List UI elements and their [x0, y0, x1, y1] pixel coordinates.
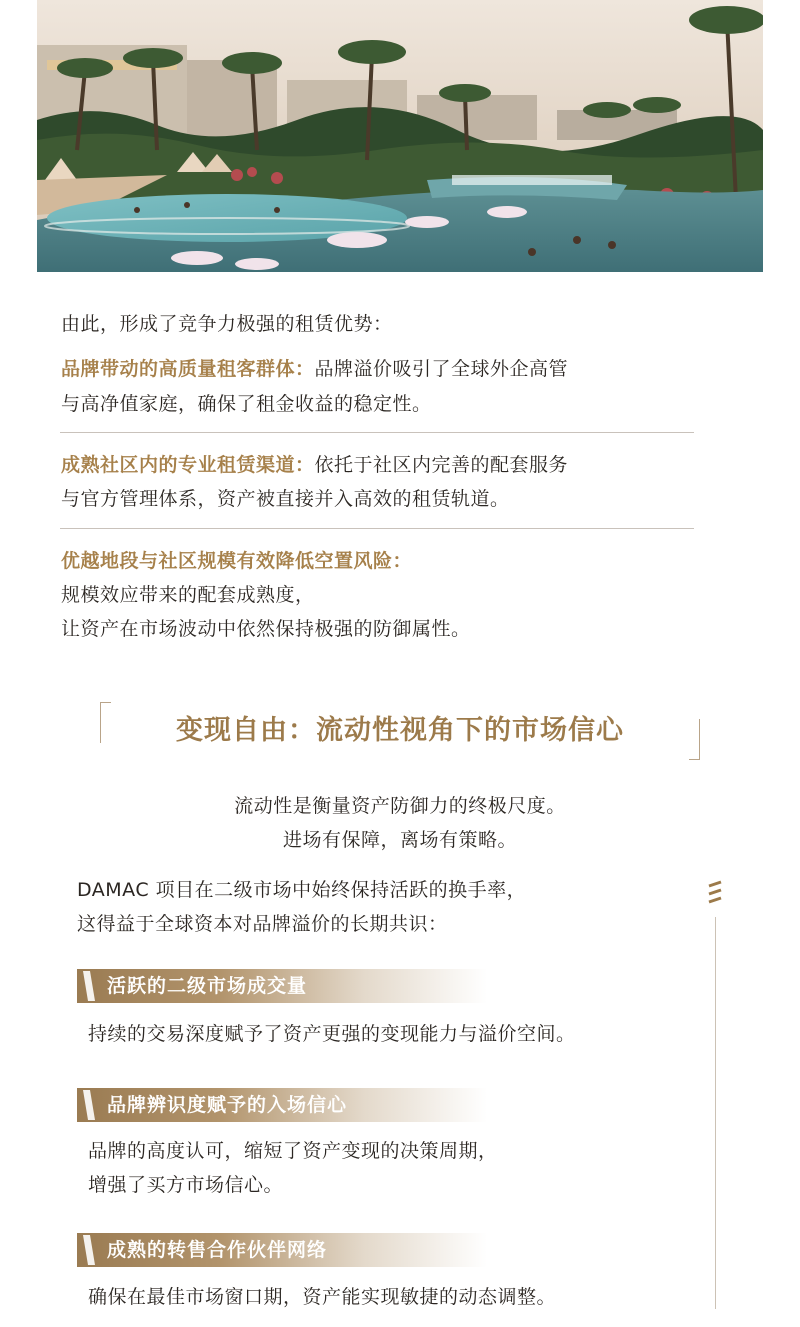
divider — [60, 528, 694, 529]
advantage-2-line-2: 与官方管理体系，资产被直接并入高效的租赁轨道。 — [61, 488, 510, 510]
point-3-heading-bar — [77, 1233, 487, 1267]
point-2-line-1: 品牌的高度认可，缩短了资产变现的决策周期， — [88, 1140, 498, 1162]
hero-resort-image — [37, 0, 763, 272]
stripe-mark-icon — [708, 880, 722, 906]
advantage-1-heading: 品牌带动的高质量租客群体： — [61, 358, 315, 380]
advantage-3-line-2: 规模效应带来的配套成熟度， — [61, 584, 315, 606]
advantage-3-heading: 优越地段与社区规模有效降低空置风险： — [61, 550, 413, 572]
advantage-1-line-2: 与高净值家庭，确保了租金收益的稳定性。 — [61, 393, 432, 415]
slash-icon — [81, 1235, 97, 1265]
point-2-heading-bar — [77, 1088, 487, 1122]
section-title: 变现自由：流动性视角下的市场信心 — [176, 715, 624, 746]
slash-icon — [81, 971, 97, 1001]
vertical-rule — [715, 917, 716, 1309]
intro-text: 由此，形成了竞争力极强的租赁优势： — [61, 313, 393, 335]
advantage-3-heading-line — [61, 544, 412, 578]
point-1-heading-bar — [77, 969, 487, 1003]
point-1-title: 活跃的二级市场成交量 — [107, 975, 308, 997]
damac-line-1: DAMAC 项目在二级市场中始终保持活跃的换手率， — [77, 879, 527, 901]
advantage-2-line-1 — [61, 448, 568, 482]
advantage-3-line-3: 让资产在市场波动中依然保持极强的防御属性。 — [61, 618, 471, 640]
divider — [60, 432, 694, 433]
advantage-1-text: 品牌溢价吸引了全球外企高管 — [314, 358, 569, 380]
advantage-2-heading: 成熟社区内的专业租赁渠道： — [61, 454, 315, 476]
tagline-line-1: 流动性是衡量资产防御力的终极尺度。 — [234, 795, 566, 817]
point-1-line-1: 持续的交易深度赋予了资产更强的变现能力与溢价空间。 — [88, 1023, 576, 1045]
advantage-2-text: 依托于社区内完善的配套服务 — [314, 454, 569, 476]
point-3-title: 成熟的转售合作伙伴网络 — [107, 1239, 328, 1261]
point-2-title: 品牌辨识度赋予的入场信心 — [107, 1094, 348, 1116]
damac-line-2: 这得益于全球资本对品牌溢价的长期共识： — [77, 913, 448, 935]
tagline-line-2: 进场有保障，离场有策略。 — [282, 829, 517, 851]
slash-icon — [81, 1090, 97, 1120]
point-3-line-1: 确保在最佳市场窗口期，资产能实现敏捷的动态调整。 — [88, 1286, 557, 1308]
advantage-1-line-1 — [61, 352, 568, 386]
point-2-line-2: 增强了买方市场信心。 — [88, 1174, 284, 1196]
